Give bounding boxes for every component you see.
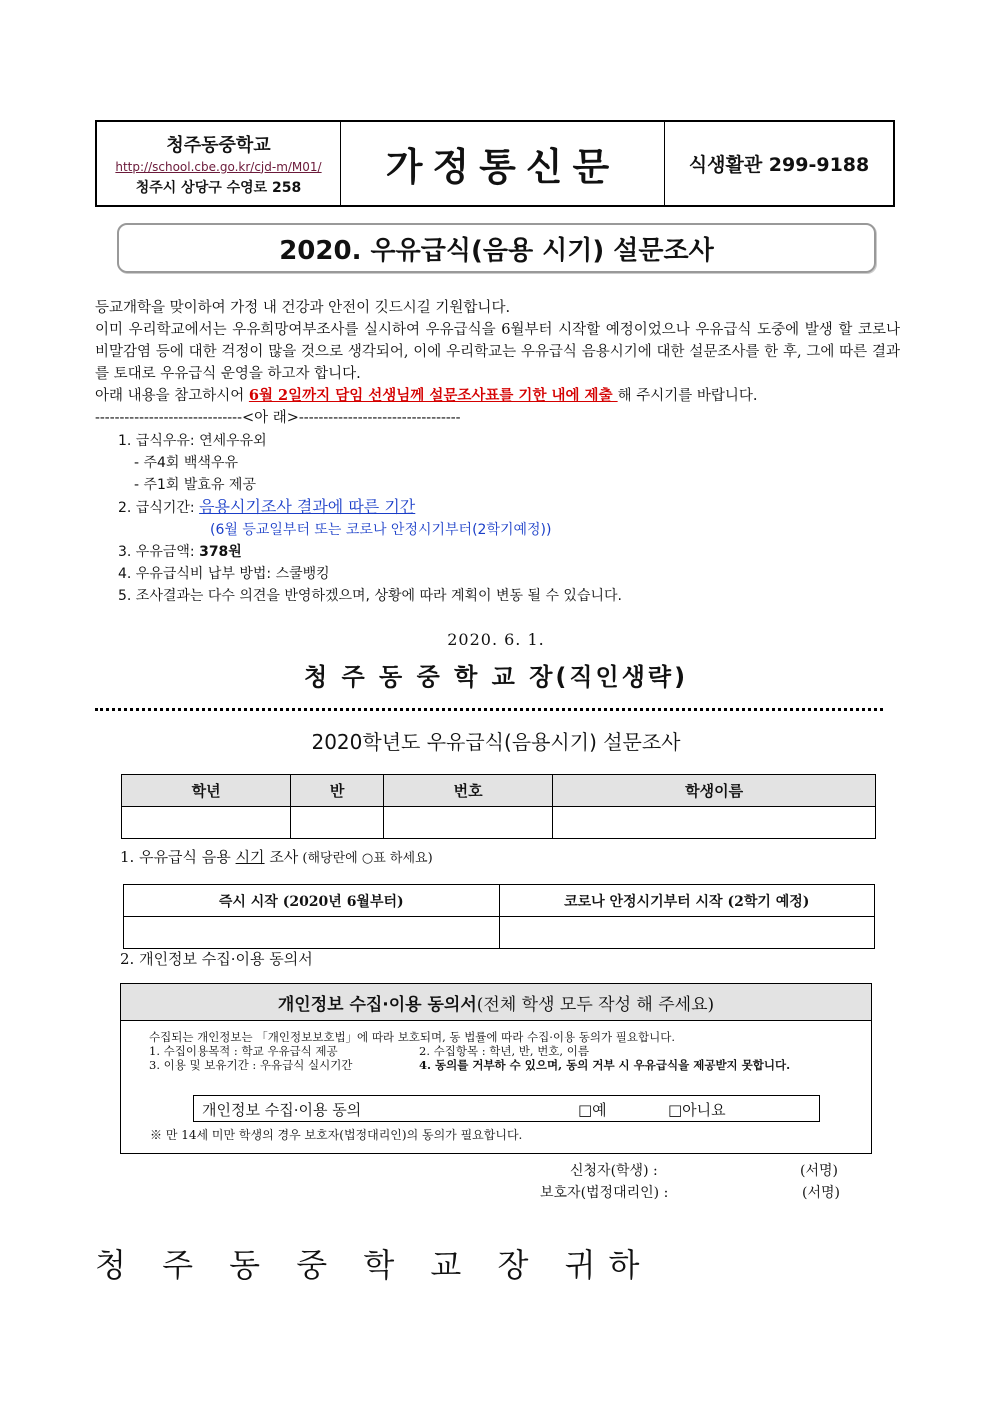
school-name: 청주동중학교 [166,134,271,156]
option-after-covid: 코로나 안정시기부터 시작 (2학기 예정) [499,885,875,917]
contact-cell [665,122,893,205]
notice-item-3-label: 3. 우유금액: [118,544,200,560]
number-input-cell[interactable] [383,807,552,839]
applicant-label: 신청자(학생) : [570,1163,658,1179]
student-name-input-cell[interactable] [553,807,876,839]
immediate-mark-cell[interactable] [124,917,500,949]
consent-heading [121,984,871,1021]
consent-agree-row [193,1095,820,1122]
class-input-cell[interactable] [291,807,384,839]
question-1-suffix: 조사 [264,848,299,866]
notice-list [118,430,622,607]
notice-item-5: 5. 조사결과는 다수 의견을 반영하겠으며, 상황에 따라 계획이 변동 될 수 있습니다. [118,588,622,604]
question-1-underlined: 시기 [235,848,265,866]
notice-item-2-note: (6월 등교일부터 또는 코로나 안정시기부터(2학기예정)) [210,522,552,538]
intro-line-2: 이미 우리학교에서는 우유희망여부조사를 실시하여 우유급식을 6월부터 시작할 예정이었으나 우유급식 도중에 발생 할 코로나 비말감염 등에 대한 걱정이 많을 것으로 생각되어, 이에 우리학교는 우유급식 음용시기에 대한 설문조사를 한 후, 그에 따른 결과를 토대로 우유급식 운영을 하고자 합니다. [95,322,900,382]
deadline-highlight: 6월 2일까지 담임 선생님께 설문조사표를 기한 내에 제출 [248,387,618,404]
consent-items: 2. 수집항목 : 학년, 반, 번호, 이름 [419,1044,589,1058]
consent-line-1: 수집되는 개인정보는 「개인정보보호법」에 따라 보호되며, 동 법률에 따라 수집·이용 동의가 필요합니다. [149,1030,675,1044]
table-input-row [122,807,876,839]
header-table [95,120,895,207]
survey-banner: 2020. 우유급식(음용 시기) 설문조사 [117,223,876,273]
consent-heading-rest: (전체 학생 모두 작성 해 주세요) [476,994,715,1015]
header-grade: 학년 [122,775,291,807]
applicant-signature-line [570,1160,838,1180]
school-address: 청주시 상당구 수영로 258 [135,179,302,196]
notice-item-1-sub-1: - 주4회 백색우유 [134,455,239,471]
document-title: 가정통신문 [385,145,620,189]
survey-form-title: 2020학년도 우유급식(음용시기) 설문조사 [311,730,681,754]
cut-line-divider [95,708,883,711]
notice-item-2 [118,496,622,519]
consent-line-3 [149,1058,871,1072]
applicant-sign-mark[interactable]: (서명) [800,1163,838,1179]
closing-addressee: 청 주 동 중 학 교 장 귀하 [95,1246,653,1284]
guardian-label: 보호자(법정대리인) : [540,1185,669,1201]
consent-period: 3. 이용 및 보유기간 : 우유급식 실시기간 [149,1058,353,1072]
guardian-signature-line [540,1182,840,1202]
consent-no-checkbox[interactable]: □아니요 [668,1101,726,1119]
student-info-table [121,774,876,839]
question-2: 2. 개인정보 수집·이용 동의서 [120,950,313,968]
consent-body [121,1021,871,1072]
section-divider: ------------------------------<아 래>--------------------------------- [95,410,461,426]
intro-line-3 [95,385,900,407]
intro-line-3-suffix: 해 주시기를 바랍니다. [617,388,758,404]
consent-agree-label: 개인정보 수집·이용 동의 [202,1101,362,1119]
header-number: 번호 [383,775,552,807]
notice-item-3-value: 378원 [199,544,242,560]
principal-signature: 청 주 동 중 학 교 장(직인생략) [303,663,689,691]
timing-header-row [124,885,875,917]
title-cell [341,122,665,205]
intro-line-3-prefix: 아래 내용을 참고하시어 [95,388,249,404]
notice-item-2-label: 2. 급식기간: [118,500,200,516]
after-covid-mark-cell[interactable] [499,917,875,949]
consent-yes-checkbox[interactable]: □예 [578,1101,607,1119]
school-info [97,122,341,205]
question-1-hint: (해당란에 ○표 하세요) [298,851,433,866]
intro-paragraph [95,297,900,429]
consent-line-2 [149,1044,871,1058]
intro-line-1: 등교개학을 맞이하여 가정 내 건강과 안전이 깃드시길 기원합니다. [95,300,511,316]
question-1 [120,846,433,867]
consent-purpose: 1. 수집이용목적 : 학교 우유급식 제공 [149,1044,338,1058]
school-url-link[interactable]: http://school.cbe.go.kr/cjd-m/M01/ [115,159,322,174]
header-student-name: 학생이름 [553,775,876,807]
grade-input-cell[interactable] [122,807,291,839]
notice-date: 2020. 6. 1. [447,630,545,649]
notice-item-3 [118,541,622,563]
option-immediate: 즉시 시작 (2020년 6월부터) [124,885,500,917]
table-header-row [122,775,876,807]
contact-phone: 식생활관 299-9188 [688,154,870,176]
notice-item-1: 1. 급식우유: 연세우유외 [118,433,267,449]
timing-choice-table [123,884,875,949]
header-class: 반 [291,775,384,807]
consent-refusal: 4. 동의를 거부하 수 있으며, 동의 거부 시 우유급식을 제공받지 못합니다. [419,1058,791,1072]
notice-item-2-value: 음용시기조사 결과에 따른 기간 [199,497,416,516]
guardian-sign-mark[interactable]: (서명) [802,1185,840,1201]
notice-item-4: 4. 우유급식비 납부 방법: 스쿨뱅킹 [118,566,330,582]
timing-input-row [124,917,875,949]
notice-item-1-sub-2: - 주1회 발효유 제공 [134,477,256,493]
consent-heading-bold: 개인정보 수집·이용 동의서 [277,994,477,1015]
consent-minor-note: ※ 만 14세 미만 학생의 경우 보호자(법정대리인)의 동의가 필요합니다. [150,1128,523,1142]
question-1-prefix: 1. 우유급식 음용 [120,848,236,866]
